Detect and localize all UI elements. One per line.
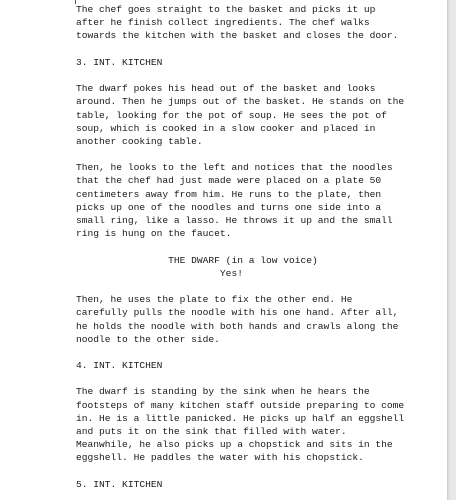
- script-line: that the chef had just made were placed on a plate 50: [76, 175, 382, 187]
- blank-line: [76, 240, 386, 253]
- script-line: ring is hung on the faucet.: [76, 228, 232, 240]
- script-line: carefully pulls the noodle with his one hand. After all,: [76, 307, 399, 319]
- script-line: around. Then he jumps out of the basket. He stands on the: [76, 96, 405, 108]
- script-line: Then, he looks to the left and notices that the noodles: [76, 162, 393, 174]
- script-line: centimeters away from him. He runs to the plate, then: [76, 188, 382, 200]
- script-line: Meanwhile, he also picks up a chopstick and sits in the: [76, 439, 393, 451]
- script-line: table, looking for the pot of soup. He sees the pot of: [76, 109, 387, 121]
- script-line: after he finish collect ingredients. The chef walks: [76, 17, 370, 29]
- script-line: The chef goes straight to the basket and picks it up: [76, 4, 376, 15]
- script-line: and puts it on the sink that filled with water.: [76, 426, 347, 437]
- script-line: Then, he uses the plate to fix the other end. He: [76, 294, 353, 306]
- script-line: small ring, like a lasso. He throws it up and the small: [76, 215, 393, 226]
- script-line: noodle to the other side.: [76, 333, 220, 345]
- blank-line: [76, 465, 386, 478]
- blank-line: [76, 69, 386, 82]
- scene-heading: 5. INT. KITCHEN: [76, 478, 163, 490]
- script-line: in. He is a little panicked. He picks up half an eggshell: [76, 412, 405, 424]
- scene-heading: 4. INT. KITCHEN: [76, 360, 163, 372]
- script-line: eggshell. He paddles the water with his chopstick.: [76, 452, 364, 464]
- blank-line: [76, 148, 386, 161]
- blank-line: [76, 43, 386, 56]
- dialogue-line: Yes!: [76, 267, 243, 279]
- scene-heading: 3. INT. KITCHEN: [76, 56, 163, 68]
- character-cue: THE DWARF (in a low voice): [76, 254, 318, 266]
- blank-line: [76, 280, 386, 293]
- script-line: soup, which is cooked in a slow cooker and placed in: [76, 122, 376, 134]
- script-line: towards the kitchen with the basket and closes the door.: [76, 30, 399, 42]
- script-line: picks up one of the noodles and turns one side into a: [76, 201, 382, 213]
- script-line: he holds the noodle with both hands and crawls along the: [76, 320, 399, 332]
- script-line: another cooking table.: [76, 135, 203, 147]
- script-text-body[interactable]: [76, 3, 405, 491]
- blank-line: [76, 346, 386, 359]
- script-line: The dwarf pokes his head out of the basket and looks: [76, 83, 376, 95]
- blank-line: [76, 372, 386, 385]
- script-line: The dwarf is standing by the sink when he hears the: [76, 386, 370, 398]
- script-line: footsteps of many kitchen staff outside preparing to come: [76, 399, 405, 411]
